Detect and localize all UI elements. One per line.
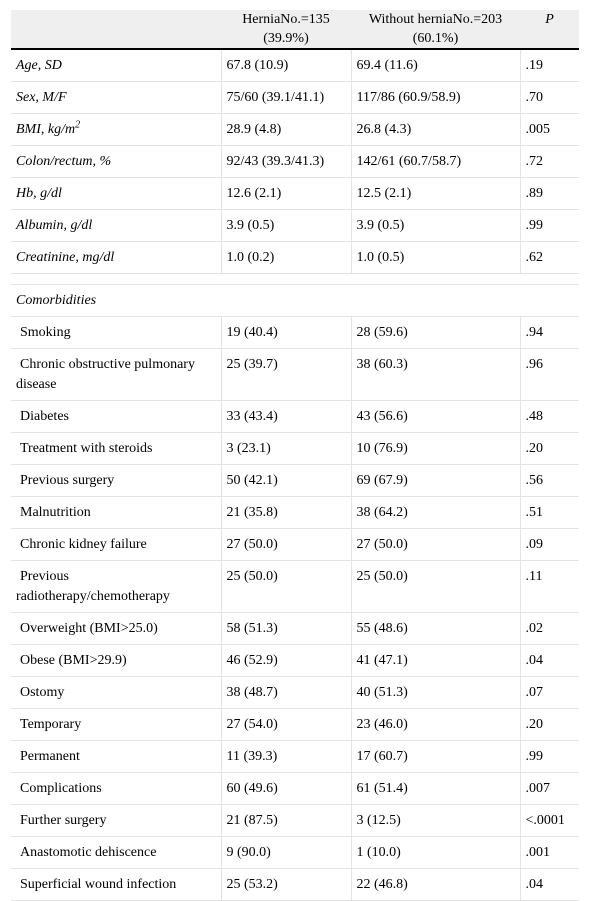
table-row (11, 401, 579, 433)
row-label: Age, SD (11, 49, 221, 82)
cell-without: 10 (76.9) (351, 433, 520, 465)
table-row (11, 529, 579, 561)
cell-without: 26.8 (4.3) (351, 114, 520, 146)
cell-p: .20 (520, 709, 579, 741)
cell-p: .04 (520, 869, 579, 901)
cell-without: 142/61 (60.7/58.7) (351, 146, 520, 178)
cell-p: .62 (520, 242, 579, 274)
cell-without: 55 (48.6) (351, 613, 520, 645)
table-row (11, 613, 579, 645)
table-row (11, 349, 579, 401)
row-label: Superficial wound infection (11, 869, 221, 901)
cell-hernia: 28.9 (4.8) (221, 114, 351, 146)
cell-without: 61 (51.4) (351, 773, 520, 805)
row-label-text: BMI, kg/m (16, 122, 76, 137)
cell-without: 3.9 (0.5) (351, 210, 520, 242)
cell-hernia: 27 (50.0) (221, 529, 351, 561)
row-label: Temporary (11, 709, 221, 741)
table-header (11, 10, 579, 49)
cell-without: 40 (51.3) (351, 677, 520, 709)
cell-p: .96 (520, 349, 579, 401)
row-label: Treatment with steroids (11, 433, 221, 465)
cell-p: .51 (520, 497, 579, 529)
cell-p: .48 (520, 401, 579, 433)
cell-p: .99 (520, 210, 579, 242)
cell-hernia: 21 (35.8) (221, 497, 351, 529)
cell-hernia: 1.0 (0.2) (221, 242, 351, 274)
header-variable (11, 10, 221, 49)
cell-p: .89 (520, 178, 579, 210)
cell-p: <.0001 (520, 805, 579, 837)
row-label: Malnutrition (11, 497, 221, 529)
cell-without: 41 (47.1) (351, 645, 520, 677)
header-hernia-line1: HerniaNo.=135 (242, 12, 330, 27)
row-label: Obese (BMI>29.9) (11, 645, 221, 677)
cell-without: 25 (50.0) (351, 561, 520, 613)
table-row (11, 561, 579, 613)
cell-p: .72 (520, 146, 579, 178)
header-without-line2: (60.1%) (412, 31, 459, 46)
cell-without: 43 (56.6) (351, 401, 520, 433)
cell-hernia: 38 (48.7) (221, 677, 351, 709)
cell-without: 69.4 (11.6) (351, 49, 520, 82)
table-row (11, 869, 579, 901)
cell-p: .11 (520, 561, 579, 613)
row-label: Chronic obstructive pulmonary disease (11, 349, 221, 401)
row-label: Complications (11, 773, 221, 805)
cell-hernia: 9 (90.0) (221, 837, 351, 869)
cell-hernia: 21 (87.5) (221, 805, 351, 837)
section-row (11, 285, 579, 317)
cell-p: .09 (520, 529, 579, 561)
row-label: Anastomotic dehiscence (11, 837, 221, 869)
cell-without: 117/86 (60.9/58.9) (351, 82, 520, 114)
table-row (11, 709, 579, 741)
table-row (11, 178, 579, 210)
cell-p: .04 (520, 645, 579, 677)
row-label: Ostomy (11, 677, 221, 709)
cell-p: .005 (520, 114, 579, 146)
cell-p: .70 (520, 82, 579, 114)
table-row (11, 114, 579, 146)
cell-without: 1.0 (0.5) (351, 242, 520, 274)
table-row (11, 146, 579, 178)
cell-without: 17 (60.7) (351, 741, 520, 773)
cell-hernia: 92/43 (39.3/41.3) (221, 146, 351, 178)
table-row (11, 741, 579, 773)
table-row (11, 773, 579, 805)
row-label: Further surgery (11, 805, 221, 837)
cell-hernia: 67.8 (10.9) (221, 49, 351, 82)
row-label: Previous radiotherapy/chemotherapy (11, 561, 221, 613)
cell-p: .99 (520, 741, 579, 773)
table-row (11, 465, 579, 497)
table-row (11, 49, 579, 82)
cell-p: .07 (520, 677, 579, 709)
row-label: Sex, M/F (11, 82, 221, 114)
table-container (11, 10, 579, 901)
spacer-cell (11, 274, 579, 285)
table-row (11, 645, 579, 677)
cell-hernia: 75/60 (39.1/41.1) (221, 82, 351, 114)
cell-without: 12.5 (2.1) (351, 178, 520, 210)
comparison-table (11, 10, 579, 901)
table-row (11, 805, 579, 837)
cell-p: .94 (520, 317, 579, 349)
cell-p: .19 (520, 49, 579, 82)
row-label: Previous surgery (11, 465, 221, 497)
cell-hernia: 25 (39.7) (221, 349, 351, 401)
header-without-hernia (351, 10, 520, 49)
row-label: Smoking (11, 317, 221, 349)
cell-hernia: 58 (51.3) (221, 613, 351, 645)
row-label: Permanent (11, 741, 221, 773)
cell-without: 38 (64.2) (351, 497, 520, 529)
table-body (11, 49, 579, 901)
cell-hernia: 19 (40.4) (221, 317, 351, 349)
header-hernia-line2: (39.9%) (263, 31, 309, 46)
cell-hernia: 25 (50.0) (221, 561, 351, 613)
spacer-row (11, 274, 579, 285)
cell-without: 27 (50.0) (351, 529, 520, 561)
cell-hernia: 11 (39.3) (221, 741, 351, 773)
row-label: Overweight (BMI>25.0) (11, 613, 221, 645)
header-row (11, 10, 579, 49)
header-p-value: P (520, 10, 579, 49)
cell-hernia: 50 (42.1) (221, 465, 351, 497)
cell-without: 38 (60.3) (351, 349, 520, 401)
table-row (11, 677, 579, 709)
row-label (11, 114, 221, 146)
row-label: Albumin, g/dl (11, 210, 221, 242)
table-row (11, 433, 579, 465)
cell-hernia: 27 (54.0) (221, 709, 351, 741)
cell-hernia: 46 (52.9) (221, 645, 351, 677)
cell-without: 69 (67.9) (351, 465, 520, 497)
header-hernia (221, 10, 351, 49)
cell-p: .20 (520, 433, 579, 465)
cell-without: 28 (59.6) (351, 317, 520, 349)
cell-p: .001 (520, 837, 579, 869)
row-label: Diabetes (11, 401, 221, 433)
table-row (11, 317, 579, 349)
table-row (11, 837, 579, 869)
cell-hernia: 12.6 (2.1) (221, 178, 351, 210)
cell-p: .007 (520, 773, 579, 805)
header-without-line1: Without herniaNo.=203 (368, 12, 503, 27)
section-title: Comorbidities (11, 285, 579, 317)
cell-hernia: 3.9 (0.5) (221, 210, 351, 242)
table-row (11, 242, 579, 274)
row-label-superscript: 2 (75, 119, 81, 131)
cell-without: 23 (46.0) (351, 709, 520, 741)
cell-hernia: 3 (23.1) (221, 433, 351, 465)
table-row (11, 497, 579, 529)
cell-p: .56 (520, 465, 579, 497)
row-label: Hb, g/dl (11, 178, 221, 210)
cell-hernia: 33 (43.4) (221, 401, 351, 433)
row-label: Creatinine, mg/dl (11, 242, 221, 274)
row-label: Colon/rectum, % (11, 146, 221, 178)
table-row (11, 82, 579, 114)
cell-without: 1 (10.0) (351, 837, 520, 869)
cell-without: 22 (46.8) (351, 869, 520, 901)
cell-hernia: 25 (53.2) (221, 869, 351, 901)
cell-without: 3 (12.5) (351, 805, 520, 837)
cell-hernia: 60 (49.6) (221, 773, 351, 805)
row-label: Chronic kidney failure (11, 529, 221, 561)
table-row (11, 210, 579, 242)
cell-p: .02 (520, 613, 579, 645)
